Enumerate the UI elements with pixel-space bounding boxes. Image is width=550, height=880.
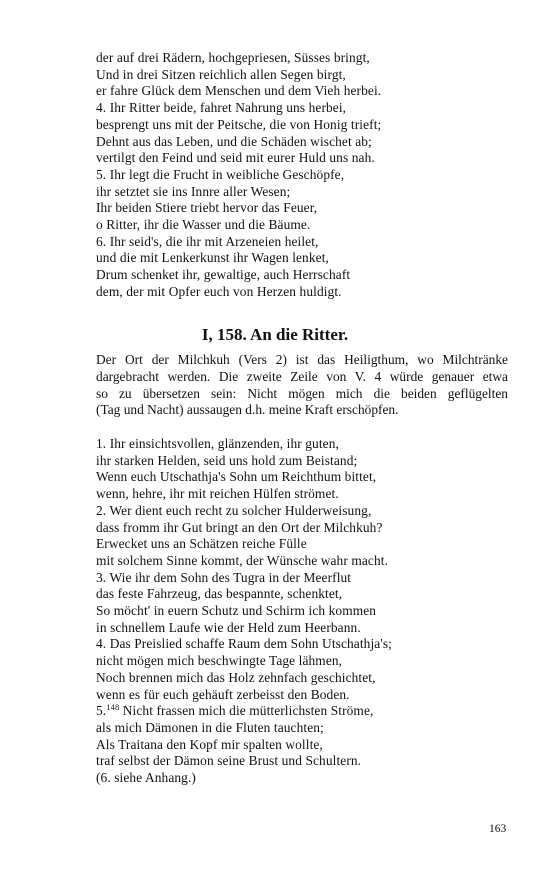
verse-line: 3. Wie ihr dem Sohn des Tugra in der Meerflut [96,569,352,585]
section-title: I, 158. An die Ritter. [201,325,349,344]
verse-line: mit solchem Sinne kommt, der Wünsche wahr macht. [96,552,389,568]
verse-line: Wenn euch Utschathja's Sohn um Reichthum bittet, [96,469,377,485]
verse-line: 2. Wer dient euch recht zu solcher Hulderweisung, [96,502,372,518]
verse-line: Noch brennen mich das Holz zehnfach geschichtet, [96,669,376,685]
page-number: 163 [489,823,507,835]
verse-line: wenn es für euch gehäuft zerbeisst den Boden. [96,686,350,702]
verse-line: das feste Fahrzeug, das bespannte, schenktet, [96,586,343,602]
verse-line: Dehnt aus das Leben, und die Schäden wischet ab; [96,133,372,149]
verse-line: nicht mögen mich beschwingte Tage lähmen, [96,653,343,669]
verse-line: traf selbst der Dämon seine Brust und Schultern. [96,753,362,769]
verse-line: (6. siehe Anhang.) [96,770,196,786]
intro-line: so zu übersetzen sein: Nicht mögen mich die beiden geflügelten [96,385,508,401]
intro-line: Der Ort der Milchkuh (Vers 2) ist das Heiligthum, wo Milchtränke [96,352,508,367]
verse-line: 5. Ihr legt die Frucht in weibliche Geschöpfe, [96,166,345,182]
verse-line: Ihr beiden Stiere triebt hervor das Feuer, [96,200,318,216]
verse-line: vertilgt den Feind und seid mit eurer Huld uns nah. [96,150,375,166]
intro-line: dargebracht werden. Die zweite Zeile von V. 4 würde genauer etwa [96,368,508,384]
footnote-reference: 148 [106,702,120,713]
verse-number: 5. [96,703,107,719]
hymn-verse-block [96,436,516,787]
verse-line: Drum schenket ihr, gewaltige, auch Herrschaft [96,267,351,283]
verse-line: Als Traitana den Kopf mir spalten wollte, [96,736,323,752]
verse-line: dass fromm ihr Gut bringt an den Ort der Milchkuh? [96,519,383,535]
verse-line: Erwecket uns an Schätzen reiche Fülle [96,536,307,552]
verse-line: dem, der mit Opfer euch von Herzen huldigt. [96,283,342,299]
verse-line: in schnellem Laufe wie der Held zum Heerbann. [96,619,361,635]
verse-line: ihr starken Helden, seid uns hold zum Beistand; [96,452,358,468]
verse-line: ihr setztet sie ins Innre aller Wesen; [96,183,291,199]
verse-line: 1. Ihr einsichtsvollen, glänzenden, ihr guten, [96,436,339,451]
verse-line: besprengt uns mit der Peitsche, die von Honig trieft; [96,116,382,132]
top-verse-block [96,50,516,301]
verse-line: 6. Ihr seid's, die ihr mit Arzeneien heilet, [96,233,319,249]
verse-line: und die mit Lenkerkunst ihr Wagen lenket, [96,250,329,266]
verse-line: wenn, hehre, ihr mit reichen Hülfen strömet. [96,486,339,502]
verse-line: er fahre Glück dem Menschen und dem Vieh herbei. [96,83,382,99]
verse-line: Und in drei Sitzen reichlich allen Segen birgt, [96,66,346,82]
intro-line: (Tag und Nacht) aussaugen d.h. meine Kraft erschöpfen. [96,402,399,418]
verse-line-5 [96,703,516,720]
verse-line: der auf drei Rädern, hochgepriesen, Süsses bringt, [96,50,370,65]
verse-line: o Ritter, ihr die Wasser und die Bäume. [96,217,311,233]
verse-text: Nicht frassen mich die mütterlichsten Ströme, [119,703,374,719]
intro-paragraph [96,352,508,419]
verse-line: als mich Dämonen in die Fluten tauchten; [96,719,324,735]
verse-line: 4. Das Preislied schaffe Raum dem Sohn Utschathja's; [96,636,392,652]
verse-line: 4. Ihr Ritter beide, fahret Nahrung uns herbei, [96,100,347,116]
verse-line: So möcht' in euern Schutz und Schirm ich kommen [96,603,377,619]
